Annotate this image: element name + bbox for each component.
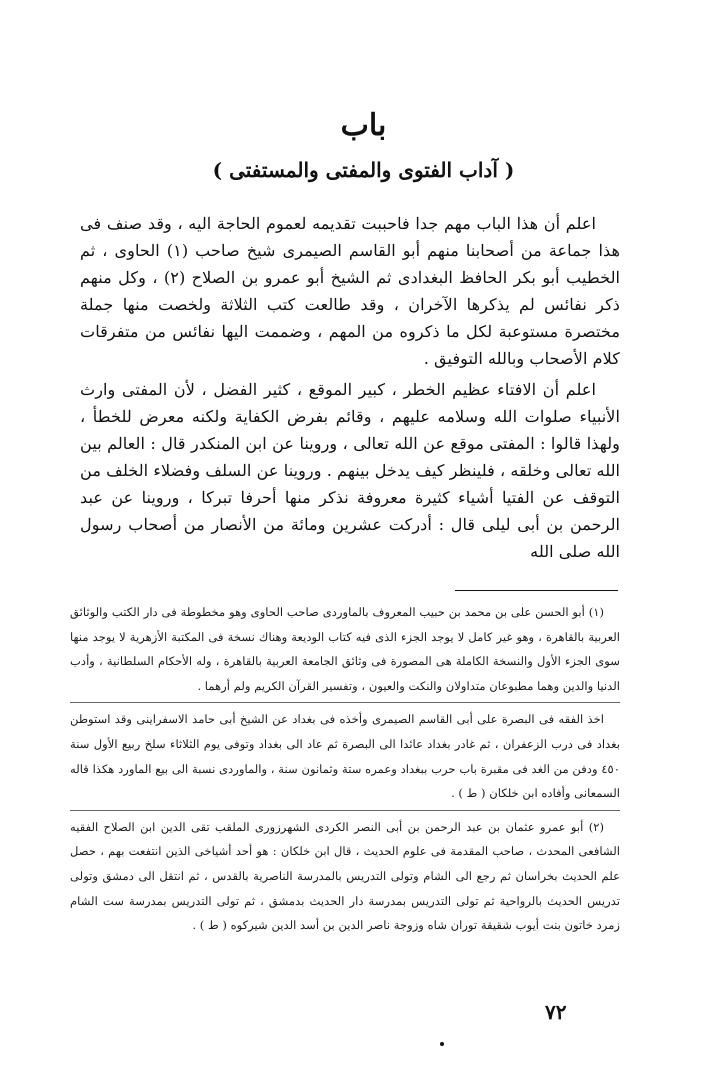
paragraph-text: اعلم أن الافتاء عظيم الخطر ، كبير الموقع ، كثير الفضل ، لأن المفتى وارث الأنبياء صلوات الله وسلامه عليهم ، وقائم بفرض الكفاية ولكنه معرض للخطأ ، ولهذا قالوا : المفتى موقع عن الله تعالى ، وروينا عن ابن المنكدر قال : العالم بين الله تعالى وخلقه ، فلينظر كيف يدخل بينهم . وروينا عن السلف وفضلاء الخلف من التوقف عن الفتيا أشياء كثيرة معروفة نذكر منها أحرفا تبركا ، وروينا عن عبد الرحمن بن أبى ليلى قال : أدركت عشرين ومائة من الأنصار من أصحاب رسول الله صلى الله	[80, 380, 620, 561]
footnote-divider	[70, 702, 620, 703]
chapter-title: باب	[340, 108, 387, 143]
print-speck	[440, 1042, 444, 1046]
footnote-divider	[70, 810, 620, 811]
body-paragraph-2	[80, 376, 620, 565]
paragraph-text: اعلم أن هذا الباب مهم جدا فاحببت تقديمه لعموم الحاجة اليه ، وقد صنف فى هذا جماعة من أصحابنا منهم أبو القاسم الصيمرى شيخ صاحب (١) الحاوى ، ثم الخطيب أبو بكر الحافظ البغدادى ثم الشيخ أبو عمرو بن الصلاح (٢) ، وكل منهم ذكر نفائس لم يذكرها الآخران ، وقد طالعت كتب الثلاثة ولخصت منها جملة مختصرة مستوعبة لكل ما ذكروه من المهم ، وضممت اليها نفائس من متفرقات كلام الأصحاب وبالله التوفيق .	[80, 214, 620, 368]
footnotes-section	[70, 600, 620, 938]
body-paragraph-1	[80, 210, 620, 372]
footnote-separator-line	[455, 590, 618, 591]
footnote-2: (٢) أبو عمرو عثمان بن عبد الرحمن بن أبى النصر الكردى الشهرزورى الملقب تقى الدين ابن الصلاح الفقيه الشافعى المحدث ، صاحب المقدمة فى علوم الحديث ، قال ابن خلكان : هو أحد أشياخى الذين انتفعت بهم ، حصل علم الحديث بخراسان ثم رجع الى الشام وتولى التدريس بالمدرسة الناصرية بالقدس ، ثم انتقل الى دمشق وتولى تدريس الحديث بالرواحية ثم تولى التدريس بمدرسة دار الحديث بدمشق ، ثم تولى التدريس بمدرسة ست الشام زمرد خاتون بنت أيوب شقيقة توران شاه وزوجة ناصر الدين بن أسد الدين شيركوه ( ط ) .	[70, 819, 620, 933]
footnote-1-continuation: اخذ الفقه فى البصرة على أبى القاسم الصيمرى وأخذه فى بغداد عن الشيخ أبى حامد الاسفراينى وقد استوطن بغداد فى درب الزعفران ، ثم غادر بغداد عائدا الى البصرة ثم عاد الى بغداد وتوفى يوم الثلاثاء سلخ ربيع الأول سنة ٤٥٠ ودفن من الغد فى مقبرة باب حرب ببغداد وعمره ستة وثمانون سنة ، والماوردى نسبة الى بيع الماورد هكذا قاله السمعانى وأفاده ابن خلكان ( ط ) .	[70, 712, 620, 801]
footnote-1: (١) أبو الحسن على بن محمد بن حبيب المعروف بالماوردى صاحب الحاوى وهو مخطوطة فى دار الكتب والوثائق العربية بالقاهرة ، وهو غير كامل لا يوجد الجزء الذى فيه كتاب الوديعة وهناك نسخة فى المكتبة الأزهرية لا يوجد منها سوى الجزء الأول والنسخة الكاملة هى المصورة فى وثائق الجامعة العربية بالقاهرة ، وله الأحكام السلطانية ، وأدب الدنيا والدين وهما مطبوعان متداولان والنكت والعيون ، وتفسير القرآن الكريم ولم أرهما .	[70, 605, 620, 693]
page-number: ٧٢	[545, 1000, 567, 1024]
chapter-subtitle: ( آداب الفتوى والمفتى والمستفتى )	[212, 158, 515, 182]
